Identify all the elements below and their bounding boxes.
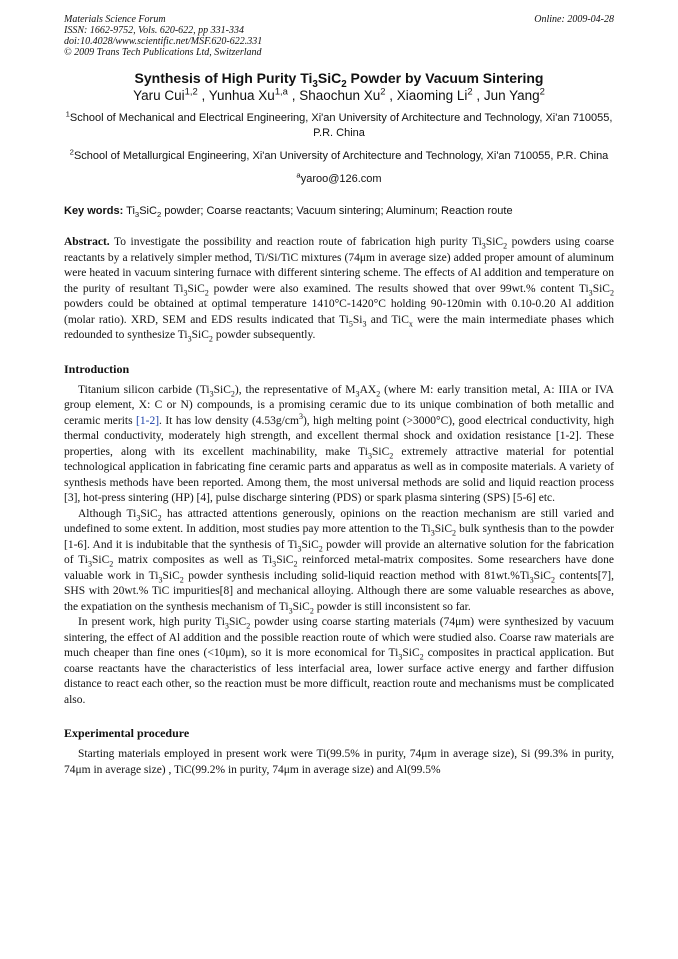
online-date: Online: 2009-04-28 [534,14,614,25]
journal-header [64,14,614,58]
abstract-label: Abstract. [64,236,110,248]
section-heading-introduction: Introduction [64,361,130,376]
affiliation-1: $^1$School of Mechanical and Electrical Engineering, Xi'an University of Architecture and Technology, Xi'an 710055, P.R. China [65,109,613,139]
copyright-line: © 2009 Trans Tech Publications Ltd, Switzerland [64,47,262,58]
author-list: Yaru Cui$^{1,2}$ , Yunhua Xu$^{1,a}$ , Shaochun Xu$^2$ , Xiaoming Li$^2$ , Jun Yang$^2$ [133,86,545,103]
author-name: , Shaochun Xu [291,88,381,103]
author-name: , Xiaoming Li [389,88,468,103]
journal-name: Materials Science Forum [64,14,166,25]
paragraph: In present work, high purity $Ti_3SiC_2$ powder using coarse starting materials (74μm) were synthesized by vacuum sintering, the effect of Al addition and the possible reaction route of which were studied also. Coarse raw materials are much cheaper than fine ones (<10μm), so it is more economical for $Ti_3SiC_2$ composites in practical application. But coarse reactants have the characteristics of less interfacial area, lower surface active energy and farther diffusion distance to react each other, so the reaction must be more difficult, reaction route and mechanisms must be complicated also. [64,616,614,706]
author-name: Yaru Cui [133,88,185,103]
affiliation-2: $^2$School of Metallurgical Engineering, Xi'an University of Architecture and Technology, Xi'an 710055, P.R. China [69,147,609,162]
author-name: , Jun Yang [476,88,540,103]
paper-title: Synthesis of High Purity $Ti_3SiC_2$ Powder by Vacuum Sintering [134,70,544,90]
experimental-section [64,747,614,778]
introduction-section [64,383,614,709]
keywords: Key words: $Ti_3SiC_2$ powder; Coarse reactants; Vacuum sintering; Aluminum; Reaction route [64,205,513,220]
issn-line: ISSN: 1662-9752, Vols. 620-622, pp 331-334 [64,25,244,36]
email-address[interactable]: $^a$yaroo@126.com [296,170,382,185]
paragraph: Titanium silicon carbide $(Ti_3SiC_2)$, the representative of $M_3AX_2$ (where M: early transition metal, A: IIIA or IVA group element, X: C or N) compounds, is a promising ceramic due to its unique combination of both metallic and ceramic merits [1-2]. It has low density $(4.53g/cm^3)$, high melting point (>3000°C), good electrical conductivity, high thermal conductivity, moderately high strength, and excellent thermal shock and oxidation resistance [1-2]. These properties, along with its excellent machinability, make $Ti_3SiC_2$ extremely attractive material for potential technological application in fabricating fine ceramic parts and apparatus as well as in composite materials. A variety of synthesis methods have been reported. Among them, the most universal methods are solid and liquid reaction process [3], hot-press sintering (HP) [4], pulse discharge sintering (PDS) or spark plasma sintering (SPS) [5-6] etc. [64,383,614,504]
paragraph: Starting materials employed in present work were Ti(99.5% in purity, 74μm in average size), Si (99.3% in purity, 74μm in average size) , TiC(99.2% in purity, 74μm in average size) and Al(99.5% [64,748,614,776]
doi-line: doi:10.4028/www.scientific.net/MSF.620-622.331 [64,36,263,47]
paragraph: Although $Ti_3SiC_2$ has attracted attentions generously, opinions on the reaction mechanism are still varied and undefined to some extent. In addition, most studies pay more attention to the $Ti_3SiC_2$ bulk synthesis than to the powder [1-6]. And it is indubitable that the synthesis of $Ti_3SiC_2$ powder will provide an alternative solution for the fabrication of $Ti_3SiC_2$ matrix composites as well as $Ti_3SiC_2$ reinforced metal-matrix composites. Some researchers have done valuable work in $Ti_3SiC_2$ powder synthesis including solid-liquid reaction method with $81wt.\%Ti_3SiC_2$ contents[7], SHS with 20wt.% TiC impurities[8] and mechanical alloying. Although there are some valuable researches as above, the expatiation on the synthesis mechanism of $Ti_3SiC_2$ powder is still inconsistent so far. [64,507,615,615]
abstract: Abstract. To investigate the possibility and reaction route of fabrication high purity $Ti_3SiC_2$ powders using coarse reactants by a relatively simpler method, Ti/Si/TiC mixtures (74μm in average size) added proper amount of aluminum were heated in vacuum sintering furnace with different sintering scheme. The effects of Al addition and temperature on the purity of resultant $Ti_3SiC_2$ powder were also examined. The results showed that over 99wt.% content $Ti_3SiC_2$ powders could be obtained at optimal temperature 1410°C-1420°C holding 90-120min with 0.10-0.20 Al addition (molar ratio). XRD, SEM and EDS results indicated that $Ti_5Si_3$ and TiC$_x$ were the main intermediate phases which redounded to synthesize $Ti_3SiC_2$ powder subsequently. [64,236,615,344]
section-heading-experimental: Experimental procedure [64,726,190,740]
author-name: , Yunhua Xu [201,88,275,103]
